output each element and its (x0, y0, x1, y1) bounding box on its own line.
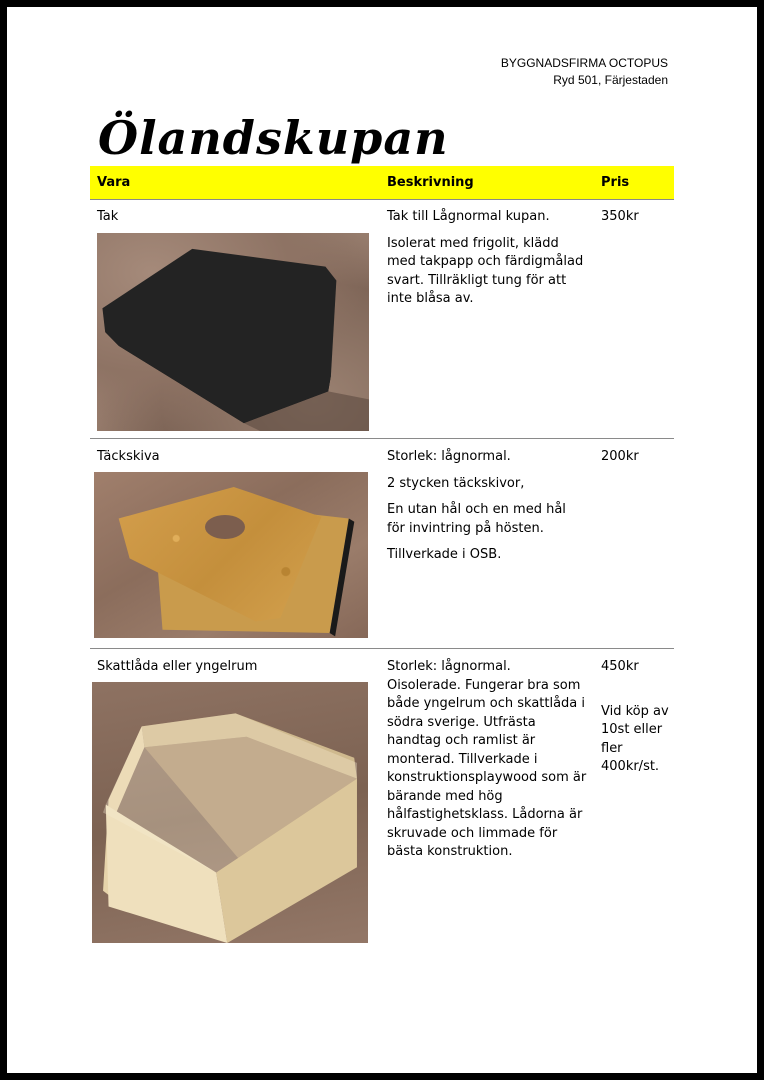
plywood-box-photo (92, 682, 368, 943)
header-item: Vara (97, 175, 131, 190)
description-line: Storlek: lågnormal. (387, 449, 511, 464)
table-row (90, 649, 674, 949)
item-name: Täckskiva (97, 449, 160, 464)
item-description (387, 448, 587, 573)
price-line: Vid köp av 10st eller fler 400kr/st. (601, 703, 669, 774)
header-description: Beskrivning (387, 175, 474, 190)
header-price: Pris (601, 175, 630, 190)
item-description (387, 658, 587, 870)
company-name: BYGGNADSFIRMA OCTOPUS (500, 56, 668, 70)
description-line: 2 stycken täckskivor, (387, 475, 525, 491)
osb-cover-boards-photo (94, 472, 368, 638)
table-row (90, 439, 674, 649)
description-line: Storlek: lågnormal. Oisolerade. Fungerar bra som både yngelrum och skattlåda i södra sverige. Utfrästa handtag och ramlist är monterad. Tillverkade i konstruktionsplaywood som är bärande med hög hålfastighetsklass. Lådorna är skruvade och limmade för bästa konstruktion. (387, 659, 587, 859)
table-header (90, 166, 674, 200)
description-line: En utan hål och en med hål för invintring på hösten. (387, 502, 566, 536)
company-header (501, 55, 668, 89)
company-address: Ryd 501, Färjestaden (553, 73, 668, 87)
item-price (601, 208, 671, 235)
price-line: 450kr (601, 659, 639, 674)
item-name: Skattlåda eller yngelrum (97, 659, 258, 674)
item-price (601, 448, 671, 475)
description-line: Isolerat med frigolit, klädd med takpapp och färdigmålad svart. Tillräkligt tung för att inte blåsa av. (387, 235, 584, 306)
table-row (90, 200, 674, 439)
price-line: 200kr (601, 449, 639, 464)
black-roof-photo (97, 233, 369, 431)
description-line: Tak till Lågnormal kupan. (387, 209, 550, 224)
description-line: Tillverkade i OSB. (387, 547, 502, 562)
price-line: 350kr (601, 209, 639, 224)
item-price (601, 658, 671, 785)
item-description (387, 208, 587, 317)
item-name: Tak (97, 209, 119, 224)
document-title: Ölandskupan (98, 111, 449, 165)
